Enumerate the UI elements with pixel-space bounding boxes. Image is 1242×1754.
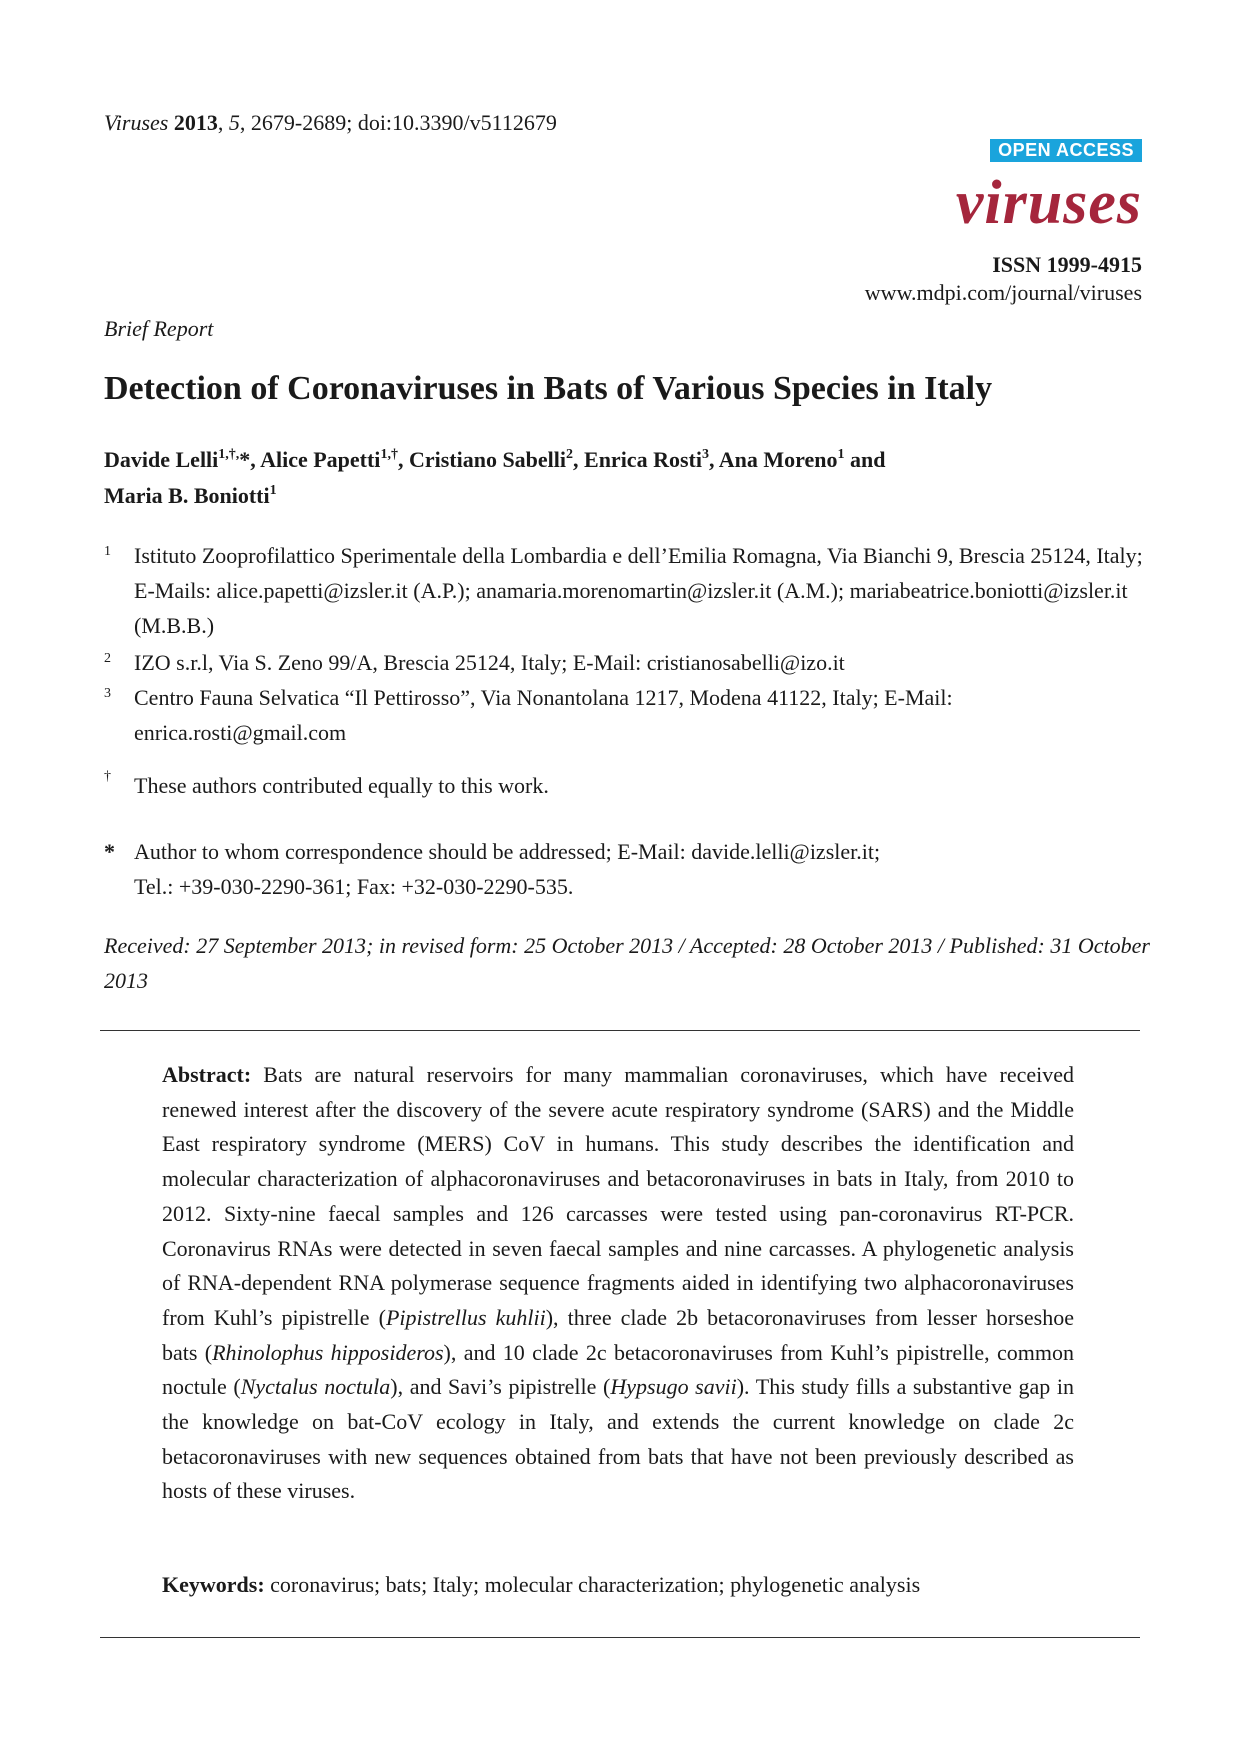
author: Alice Papetti (260, 447, 381, 472)
top-divider (100, 1030, 1140, 1031)
affiliation-1: 1 Istituto Zooprofilattico Sperimentale della Lombardia e dell’Emilia Romagna, Via Bianchi 9, Brescia 25124, Italy; E-Mails: alice.papetti@izsler.it (A.P.); anamaria.morenomartin@izsler.it (A.M.); mariabeatrice.boniotti@izsler.it (M.B.B.) (104, 543, 1143, 638)
corresponding-author-note: * Author to whom correspondence should be addressed; E-Mail: davide.lelli@izsler.it; Tel.: +39-030-2290-361; Fax: +32-030-2290-535. (104, 839, 881, 899)
keywords: Keywords: coronavirus; bats; Italy; molecular characterization; phylogenetic analysis (162, 1572, 921, 1597)
equal-contribution-note: † These authors contributed equally to this work. (104, 769, 549, 798)
abstract: Abstract: Bats are natural reservoirs for many mammalian coronaviruses, which have received renewed interest after the discovery of the severe acute respiratory syndrome (SARS) and the Middle East respiratory syndrome (MERS) CoV in humans. This study describes the identification and molecular characterization of alphacoronaviruses and betacoronaviruses in bats in Italy, from 2010 to 2012. Sixty-nine faecal samples and 126 carcasses were tested using pan-coronavirus RT-PCR. Coronavirus RNAs were detected in seven faecal samples and nine carcasses. A phylogenetic analysis of RNA-dependent RNA polymerase sequence fragments aided in identifying two alphacoronaviruses from Kuhl’s pipistrelle (Pipistrellus kuhlii), three clade 2b betacoronaviruses from lesser horseshoe bats (Rhinolophus hipposideros), and 10 clade 2c betacoronaviruses from Kuhl’s pipistrelle, common noctule (Nyctalus noctula), and Savi’s pipistrelle (Hypsugo savii). This study fills a substantive gap in the knowledge on bat-CoV ecology in Italy, and extends the current knowledge on clade 2c betacoronaviruses with new sequences obtained from bats that have not been previously described as hosts of these viruses. (162, 1062, 1075, 1504)
journal-url[interactable]: www.mdpi.com/journal/viruses (864, 280, 1142, 305)
journal-logo: viruses (955, 169, 1142, 237)
open-access-badge: OPEN ACCESS (990, 139, 1142, 162)
affiliation-2: 2 IZO s.r.l, Via S. Zeno 99/A, Brescia 25124, Italy; E-Mail: cristianosabelli@izo.it (104, 650, 845, 675)
issn: ISSN 1999-4915 (992, 252, 1142, 277)
author: Davide Lelli (104, 447, 219, 472)
author: Enrica Rosti (584, 447, 702, 472)
publication-dates: Received: 27 September 2013; in revised form: 25 October 2013 / Accepted: 28 October 2013 / Published: 31 October 2013 (104, 933, 1150, 993)
bottom-divider (100, 1637, 1140, 1638)
affiliation-3: 3 Centro Fauna Selvatica “Il Pettirosso”, Via Nonantolana 1217, Modena 41122, Italy; E-Mail: enrica.rosti@gmail.com (104, 685, 953, 745)
author: Cristiano Sabelli (408, 447, 567, 472)
author-list: Davide Lelli$^{1,\dagger,}$*, Alice Papetti$^{1,\dagger}$, Cristiano Sabelli$^2$, Enrica Rosti$^3$, Ana Moreno$^1$ and Maria B. Boniotti$^1$ (104, 447, 886, 508)
author: Maria B. Boniotti (104, 483, 270, 508)
article-type: Brief Report (104, 316, 214, 341)
author: Ana Moreno (718, 447, 838, 472)
paper-title: Detection of Coronaviruses in Bats of Various Species in Italy (104, 370, 993, 407)
citation-line: Viruses 2013, 5, 2679-2689; doi:10.3390/v5112679 (104, 110, 557, 135)
